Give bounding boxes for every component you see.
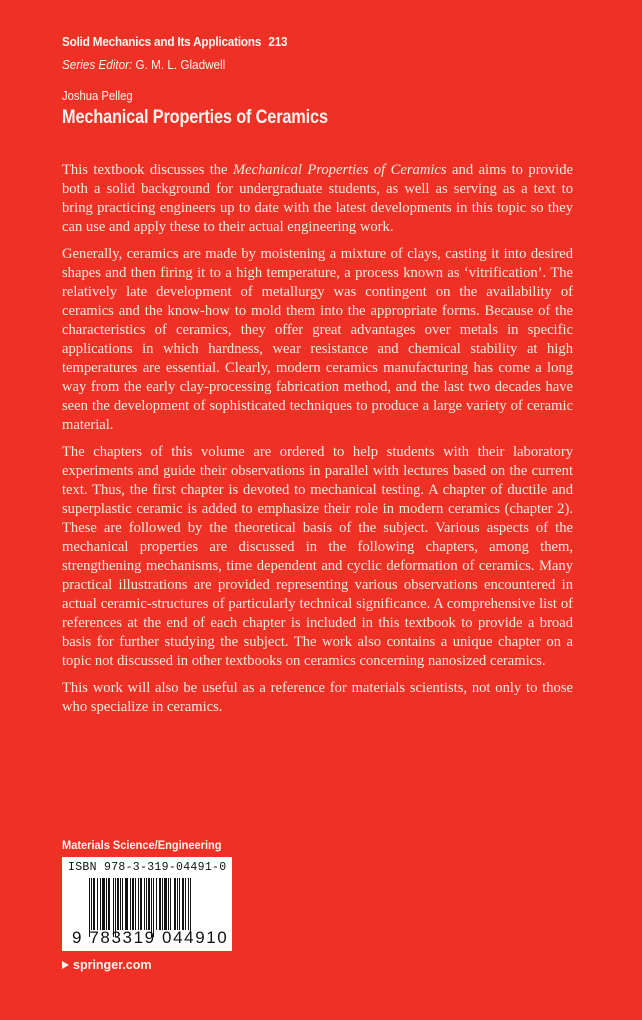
blurb-paragraph-3: The chapters of this volume are ordered to help students with their laboratory experiments and guide their observations in parallel with lectures based on the current text. Thus, the first chapter is devoted to mechanical testing. A chapter of ductile and superplastic ceramic is added to emphasize their role in modern ceramics (chapter 2). These are followed by the theoretical basis of the subject. Various aspects of the mechanical properties are discussed in the following chapters, among them, strengthening mechanisms, time dependent and cyclic deformation of ceramics. Many practical illustrations are provided representing various observations encountered in actual ceramic-structures of particularly technical significance. A comprehensive list of references at the end of each chapter is included in this textbook to provide a broad basis for further studying the subject. The work also contains a unique chapter on a topic not discussed in other textbooks on ceramics concerning nanosized ceramics. (62, 444, 573, 669)
barcode-bar (117, 878, 119, 930)
barcode-bar (164, 878, 167, 930)
blurb-paragraph-2: Generally, ceramics are made by moistening a mixture of clays, casting it into desired shapes and then firing it to a high temperature, a process known as ‘vitrification’. The relatively late development of metallurgy was contingent on the availability of ceramics and the know-how to mold them into the appropriate forms. Because of the characteristics of ceramics, they offer great advantages over metals in specific applications in which hardness, wear resistance and chemical stability at high temperatures are essential. Clearly, modern ceramics manufacturing has come a long way from the early clay-processing fabrication method, and the last two decades have seen the development of sophisticated techniques to produce a large variety of ceramic material. (62, 246, 573, 433)
barcode-bar (144, 878, 145, 930)
barcode-bar (174, 878, 176, 930)
series-line (62, 34, 530, 50)
triangle-right-icon (62, 961, 69, 969)
text-run: and aims to provide both a solid background for undergraduate students, as well as serving as a text to bring practicing engineers up to date with the latest developments in this topic so they can use and apply these to their actual engineering work. (62, 162, 573, 235)
italic-title: Mechanical Properties of Ceramics (232, 162, 447, 178)
barcode-bar (125, 878, 128, 930)
barcode-bar (132, 878, 134, 930)
barcode-bar (135, 878, 136, 930)
barcode-digits: 9 783319 044910 (72, 928, 229, 947)
blurb (62, 161, 573, 725)
barcode-bar (120, 878, 121, 930)
barcode-bar (106, 878, 107, 930)
author-name: Joshua Pelleg (62, 89, 133, 103)
barcode-bar (159, 878, 161, 930)
cover-footer (62, 838, 235, 972)
blurb-paragraph-4: This work will also be useful as a reference for materials scientists, not only to those who specialize in ceramics. (62, 680, 573, 715)
barcode-bar (100, 878, 101, 930)
series-name: Solid Mechanics and Its Applications (62, 34, 262, 49)
series-editor-line (62, 57, 530, 73)
blurb-paragraph-1 (62, 161, 573, 237)
barcode-bar (91, 878, 92, 930)
barcode-bar (130, 878, 131, 930)
isbn-barcode (62, 857, 232, 951)
book-title: Mechanical Properties of Ceramics (62, 107, 328, 128)
series-editor-label: Series Editor: (62, 57, 133, 72)
springer-link-text: springer.com (73, 958, 152, 972)
barcode-bar (138, 878, 139, 930)
barcode-bar (108, 878, 110, 930)
barcode-bar (162, 878, 163, 930)
barcode-bar (168, 878, 169, 930)
barcode-bar (170, 878, 171, 930)
subject-category: Materials Science/Engineering (62, 838, 222, 852)
barcode-bar (156, 878, 157, 930)
barcode-bar (182, 878, 184, 930)
series-volume: 213 (268, 34, 288, 49)
barcode-bar (146, 878, 147, 930)
barcode-bar (179, 878, 180, 930)
barcode-bar (140, 878, 142, 930)
isbn-text: ISBN 978-3-319-04491-0 (68, 861, 227, 874)
barcode-bar (122, 878, 123, 930)
barcode-bar (177, 878, 178, 930)
springer-link[interactable] (62, 958, 235, 972)
text-run: This textbook discusses the (62, 162, 233, 178)
barcode-bar (102, 878, 105, 930)
barcode-bar (93, 878, 95, 930)
barcode-bar (188, 878, 189, 930)
barcode-bar (185, 878, 186, 930)
series-editor-name: G. M. L. Gladwell (135, 57, 226, 72)
barcode-bar (148, 878, 150, 930)
barcode-bar (97, 878, 98, 930)
cover-header (62, 34, 582, 129)
